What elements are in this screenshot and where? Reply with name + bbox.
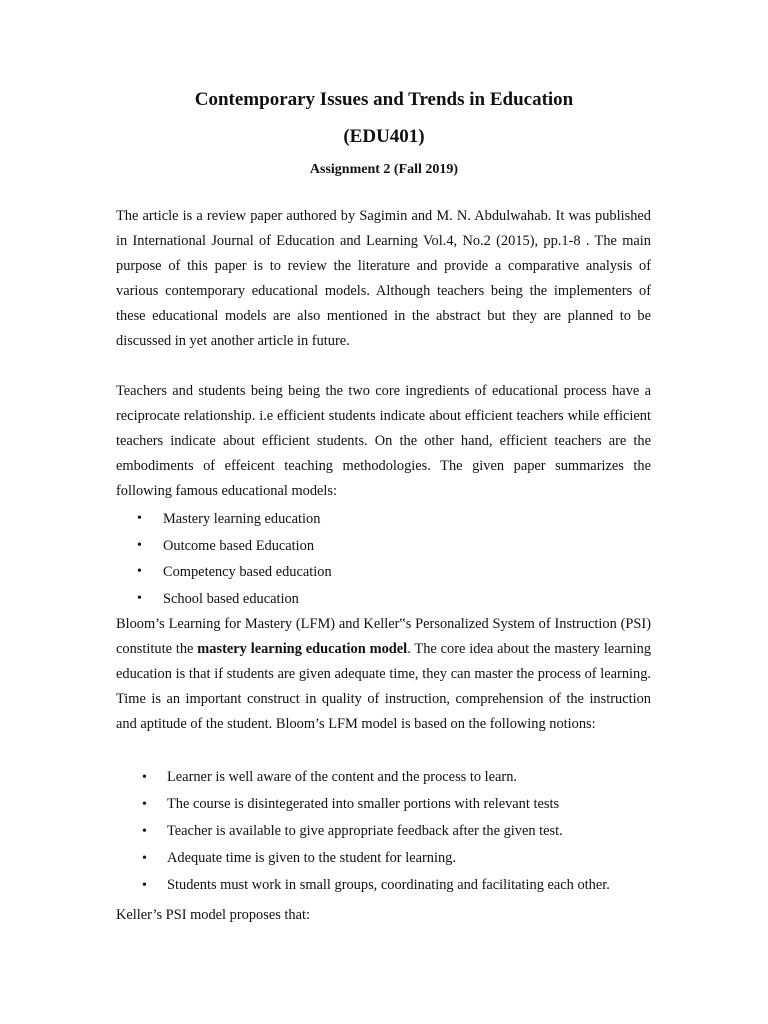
mastery-text-end: . The core idea about the mastery learning education is that if students are given adequate time, they can master the process of learning. Time is an important construct in quality of instruction, comprehension of the instruction and aptitude of the student. Bloom’s LFM model is based on the following notions: (116, 641, 652, 732)
list-item: • The course is disintegerated into smaller portions with relevant tests (167, 791, 610, 818)
mastery-model-bold: mastery learning education model (197, 641, 408, 657)
keller-paragraph: Keller’s PSI model proposes that: (116, 907, 310, 923)
list-item: • Learner is well aware of the content and the process to learn. (167, 764, 610, 791)
relationship-paragraph: Teachers and students being being the two core ingredients of educational process have a reciprocate relationship. i.e efficient students indicate about efficient teachers while efficient teachers indicate about efficient students. On the other hand, efficient teachers are the embodiments of effeicent teaching methodologies. The given paper summarizes the following famous educational models: (116, 383, 651, 499)
list-item: • Competency based education (163, 559, 332, 586)
intro-paragraph: The article is a review paper authored by Sagimin and M. N. Abdulwahab. It was published in International Journal of Education and Learning Vol.4, No.2 (2015), pp.1-8 . The main purpose of this paper is to review the literature and provide a comparative analysis of various contemporary educational models. Although teachers being the implementers of these educational models are also mentioned in the abstract but they are planned to be discussed in yet another article in future. (116, 208, 651, 349)
document-title: Contemporary Issues and Trends in Education (194, 89, 574, 110)
notions-list (167, 764, 610, 899)
list-item: • Mastery learning education (163, 506, 332, 533)
mastery-text-start: Bloom’s Learning for Mastery (LFM) and Keller‟s Personalized System of Instruction (PSI) constitute the (116, 616, 651, 657)
models-list (163, 506, 332, 612)
assignment-subtitle: Assignment 2 (Fall 2019) (309, 162, 459, 177)
list-item: • Outcome based Education (163, 533, 332, 560)
list-item: • Students must work in small groups, coordinating and facilitating each other. (167, 872, 610, 899)
list-item: • Adequate time is given to the student for learning. (167, 845, 610, 872)
course-code: (EDU401) (343, 126, 425, 147)
list-item: • Teacher is available to give appropriate feedback after the given test. (167, 818, 610, 845)
list-item: • School based education (163, 586, 332, 613)
mastery-paragraph (116, 612, 651, 737)
